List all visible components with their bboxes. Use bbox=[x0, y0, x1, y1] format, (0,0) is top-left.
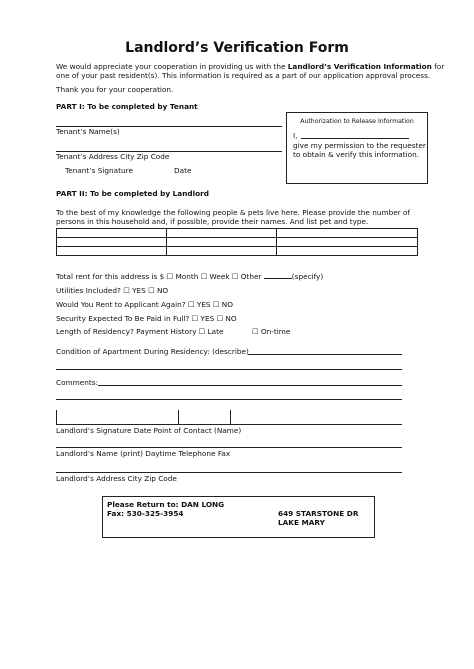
rent-again-no-label: NO bbox=[221, 300, 233, 309]
household-cell[interactable] bbox=[276, 238, 417, 247]
residency-label: Length of Residency? Payment History bbox=[56, 327, 197, 336]
return-street: 649 STARSTONE DR bbox=[278, 509, 359, 518]
week-label: Week bbox=[209, 272, 230, 281]
tenant-address-label: Tenant’s Address City Zip Code bbox=[56, 152, 170, 161]
household-cell[interactable] bbox=[166, 229, 276, 238]
rent-again-question bbox=[56, 300, 233, 309]
security-no-label: NO bbox=[225, 314, 237, 323]
rent-label: Total rent for this address is $ bbox=[56, 272, 165, 281]
rent-again-yes-label: YES bbox=[196, 300, 211, 309]
part2-heading: PART II: To be completed by Landlord bbox=[56, 189, 209, 198]
household-cell[interactable] bbox=[166, 247, 276, 256]
comments-field[interactable] bbox=[98, 385, 402, 386]
authorization-line-3: to obtain & verify this information. bbox=[293, 150, 420, 159]
landlord-signature-label: Landlord’s Signature Date Point of Contact (Name) bbox=[56, 426, 242, 435]
specify-label: (specify) bbox=[291, 272, 324, 281]
other-checkbox[interactable]: ☐ bbox=[231, 272, 239, 281]
part2-paragraph-line-1: To the best of my knowledge the following people & pets live here. Please provide the number of bbox=[56, 208, 411, 217]
household-cell[interactable] bbox=[57, 247, 167, 256]
part2-paragraph-line-2: persons in this household and, if possible, provide their names. And list pet and type. bbox=[56, 217, 369, 226]
signature-divider bbox=[230, 410, 231, 424]
landlord-signature-field[interactable] bbox=[56, 424, 402, 425]
late-label: Late bbox=[207, 327, 224, 336]
rent-again-label: Would You Rent to Applicant Again? bbox=[56, 300, 186, 309]
comments-label: Comments: bbox=[56, 378, 99, 387]
landlord-name-label: Landlord’s Name (print) Daytime Telephone Fax bbox=[56, 449, 231, 458]
month-checkbox[interactable]: ☐ bbox=[166, 272, 174, 281]
utilities-label: Utilities Included? bbox=[56, 286, 121, 295]
security-question bbox=[56, 314, 237, 323]
household-table bbox=[56, 228, 418, 256]
household-cell[interactable] bbox=[276, 247, 417, 256]
ontime-label: On-time bbox=[260, 327, 291, 336]
intro-line-2: one of your past resident(s). This information is required as a part of our application approval process. bbox=[56, 71, 431, 80]
comments-field-line-2[interactable] bbox=[56, 399, 402, 400]
authorization-box bbox=[286, 112, 428, 184]
late-checkbox[interactable]: ☐ bbox=[198, 327, 206, 336]
part1-heading: PART I: To be completed by Tenant bbox=[56, 102, 198, 111]
intro-line-1 bbox=[56, 62, 444, 71]
page-title: Landlord’s Verification Form bbox=[125, 40, 349, 56]
intro-bold-text: Landlord’s Verification Information bbox=[287, 62, 432, 71]
security-label: Security Expected To Be Paid in Full? bbox=[56, 314, 190, 323]
household-cell[interactable] bbox=[276, 229, 417, 238]
rent-again-no-checkbox[interactable]: ☐ bbox=[212, 300, 220, 309]
signature-divider bbox=[178, 410, 179, 424]
return-address-box bbox=[102, 496, 375, 538]
tenant-names-label: Tenant’s Name(s) bbox=[56, 127, 120, 136]
condition-label: Condition of Apartment During Residency: (describe) bbox=[56, 347, 249, 356]
week-checkbox[interactable]: ☐ bbox=[200, 272, 208, 281]
condition-field[interactable] bbox=[248, 354, 402, 355]
household-cell[interactable] bbox=[57, 229, 167, 238]
household-cell[interactable] bbox=[57, 238, 167, 247]
utilities-yes-label: YES bbox=[132, 286, 146, 295]
ontime-checkbox[interactable]: ☐ bbox=[252, 327, 259, 336]
authorization-line-2: give my permission to the requester bbox=[293, 141, 426, 150]
tenant-signature-label: Tenant’s Signature bbox=[65, 166, 133, 175]
return-city: LAKE MARY bbox=[278, 518, 325, 527]
other-label: Other bbox=[240, 272, 262, 281]
security-yes-label: YES bbox=[200, 314, 215, 323]
condition-field-line-2[interactable] bbox=[56, 369, 402, 370]
signature-divider bbox=[56, 410, 57, 424]
return-fax-line: Fax: 530-325-3954 bbox=[107, 509, 184, 518]
authorization-i-label: I, bbox=[293, 131, 298, 140]
utilities-no-label: NO bbox=[156, 286, 169, 295]
utilities-question bbox=[56, 286, 168, 295]
month-label: Month bbox=[175, 272, 199, 281]
landlord-address-label: Landlord’s Address City Zip Code bbox=[56, 474, 177, 483]
rent-again-yes-checkbox[interactable]: ☐ bbox=[187, 300, 195, 309]
other-specify-field[interactable] bbox=[264, 278, 292, 279]
utilities-yes-checkbox[interactable]: ☐ bbox=[123, 286, 130, 295]
intro-text-end: for bbox=[431, 62, 445, 71]
rent-question bbox=[56, 272, 323, 281]
residency-question bbox=[56, 327, 224, 336]
security-yes-checkbox[interactable]: ☐ bbox=[191, 314, 199, 323]
ontime-option bbox=[252, 327, 290, 336]
utilities-no-checkbox[interactable]: ☐ bbox=[148, 286, 155, 295]
thanks-text: Thank you for your cooperation. bbox=[56, 85, 174, 94]
landlord-address-field[interactable] bbox=[56, 472, 402, 473]
security-no-checkbox[interactable]: ☐ bbox=[216, 314, 224, 323]
intro-text: We would appreciate your cooperation in providing us with the bbox=[56, 62, 288, 71]
household-cell[interactable] bbox=[166, 238, 276, 247]
landlord-name-field[interactable] bbox=[56, 447, 402, 448]
return-to-line: Please Return to: DAN LONG bbox=[107, 500, 225, 509]
authorization-name-field[interactable] bbox=[301, 138, 409, 139]
tenant-date-label: Date bbox=[174, 166, 192, 175]
authorization-title: Authorization to Release Information bbox=[300, 118, 414, 125]
